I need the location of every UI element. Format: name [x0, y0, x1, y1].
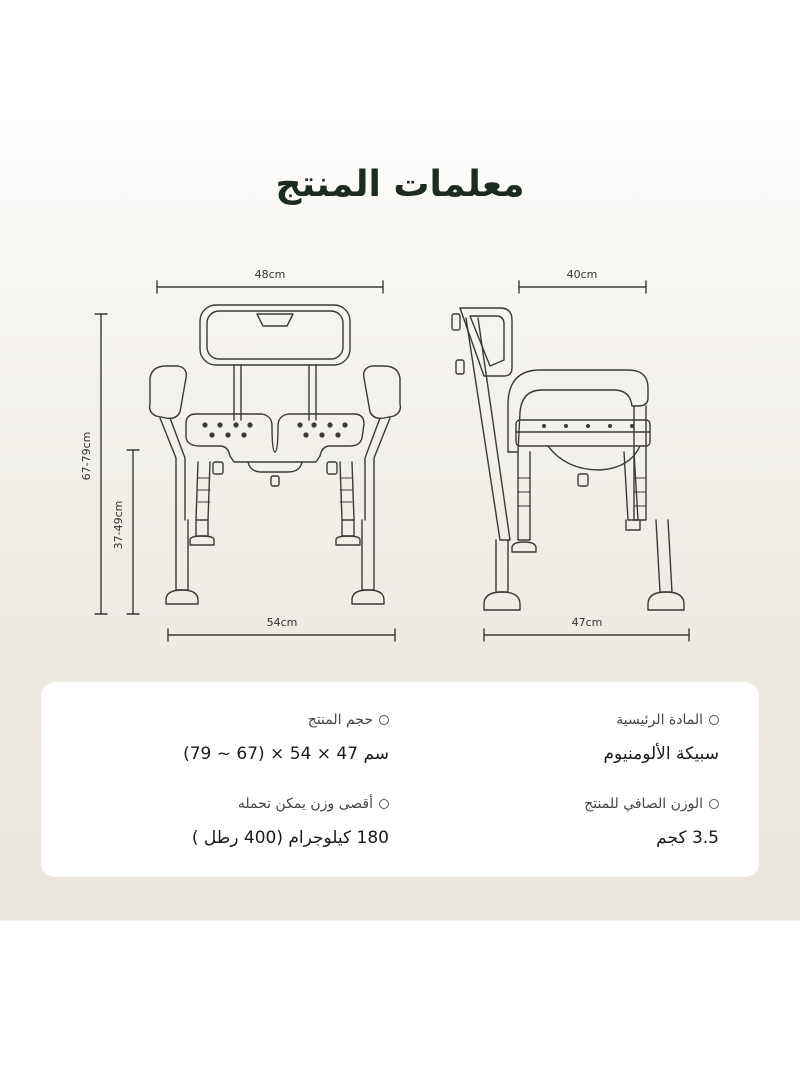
spec-size: [89, 710, 389, 764]
spec-max-load-value: 180 كيلوجرام (400 رطل ): [191, 828, 389, 848]
page-title: معلمات المنتج: [275, 164, 525, 205]
specs-card: [41, 682, 759, 877]
front-width-label: 48cm: [254, 268, 286, 281]
seat-height-label: 37-49cm: [112, 500, 125, 550]
spec-net-weight: [419, 794, 719, 848]
front-width-dimension-line: [157, 281, 383, 293]
spec-material-value: سبيكة الألومنيوم: [603, 744, 719, 764]
front-view-chair: [150, 305, 401, 604]
side-depth-label: 40cm: [566, 268, 598, 281]
spec-size-label: حجم المنتج: [307, 712, 373, 728]
spec-size-value: (79 ~ 67) × 54 × 47 سم: [183, 744, 389, 764]
bullet-icon: [379, 799, 389, 809]
front-base-label: 54cm: [266, 616, 298, 629]
bullet-icon: [379, 715, 389, 725]
bullet-icon: [709, 799, 719, 809]
total-height-dimension-line: [95, 314, 107, 614]
spec-net-weight-label: الوزن الصافي للمنتج: [584, 796, 703, 812]
seat-height-dimension-line: [127, 450, 139, 614]
side-base-dimension-line: [484, 629, 689, 641]
spec-material-label: المادة الرئيسية: [616, 712, 703, 728]
total-height-label: 67-79cm: [80, 431, 93, 481]
spec-net-weight-value: 3.5 كجم: [656, 828, 719, 848]
front-base-dimension-line: [168, 629, 395, 641]
spec-material: [419, 710, 719, 764]
side-view-chair: [452, 308, 684, 610]
bullet-icon: [709, 715, 719, 725]
side-base-label: 47cm: [571, 616, 603, 629]
spec-max-load-label: أقصى وزن يمكن تحمله: [237, 796, 373, 812]
spec-max-load: [89, 794, 389, 848]
side-depth-dimension-line: [519, 281, 646, 293]
